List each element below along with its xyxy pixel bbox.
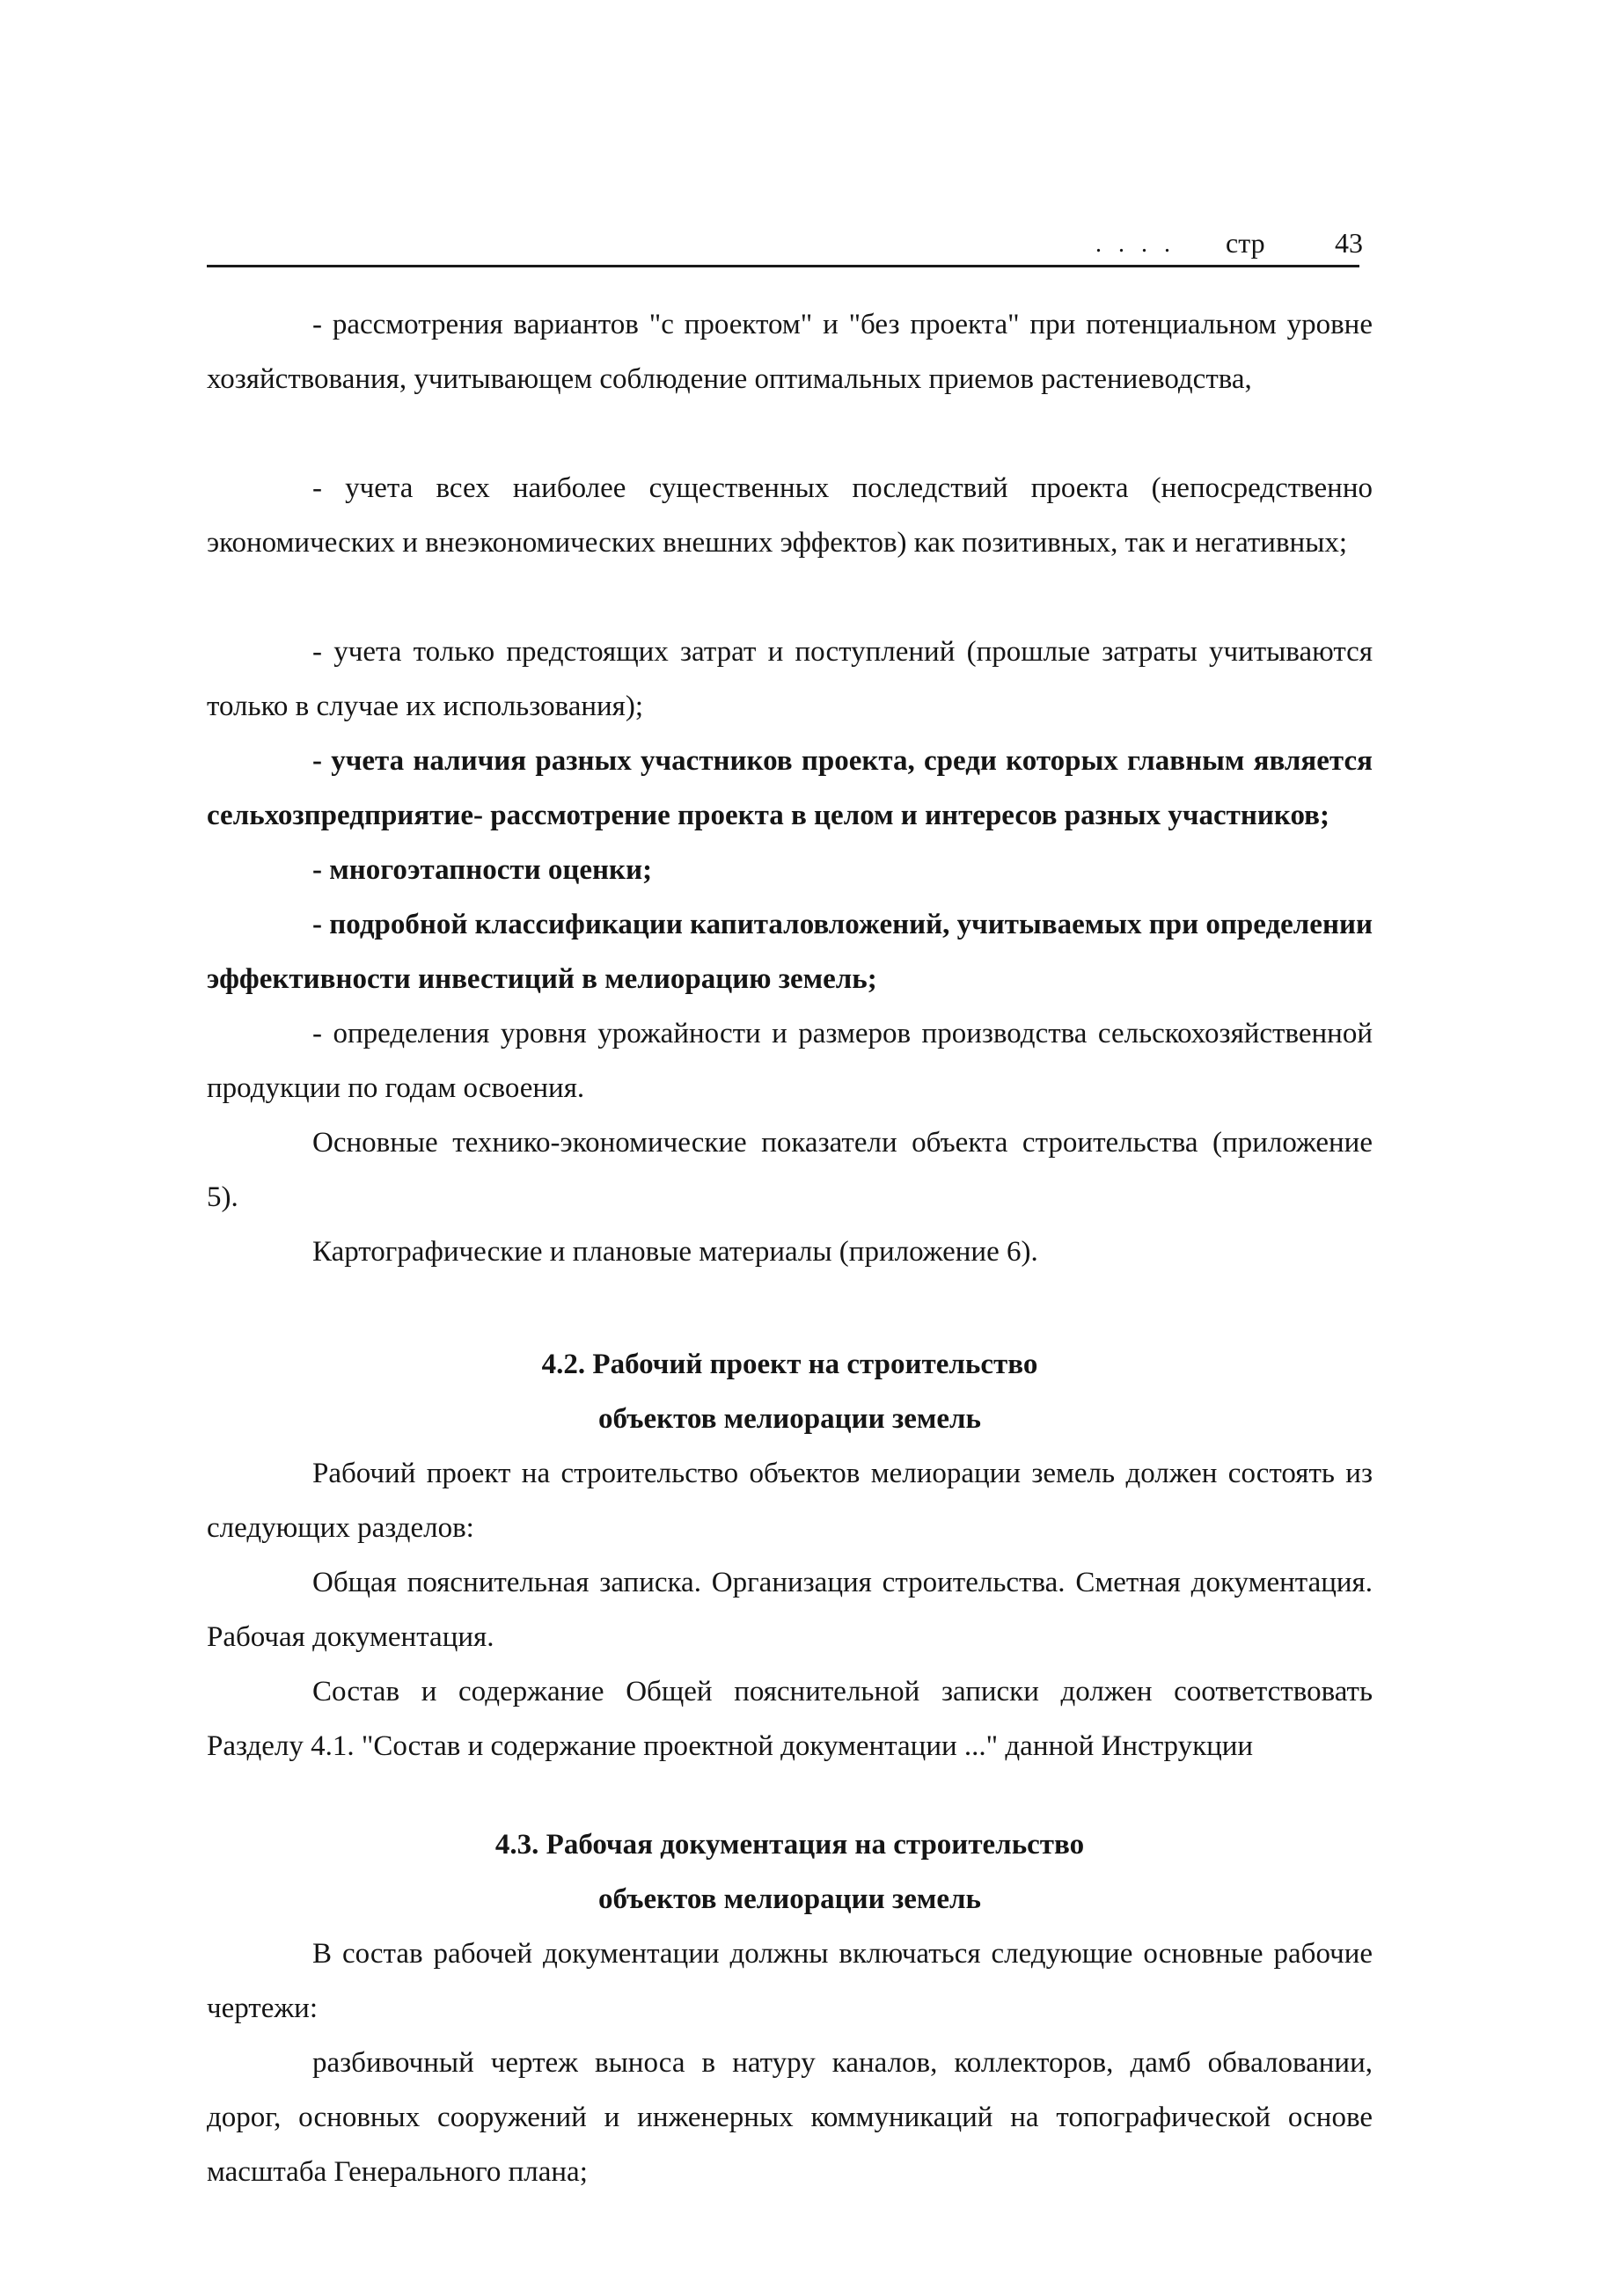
paragraph-12: Состав и содержание Общей пояснительной записки должен соответствовать Разделу 4.1. "Состав и содержание проектной документации ..." данной Инструкции <box>207 1676 1373 1762</box>
page-label: стр <box>1226 227 1265 259</box>
paragraph-3: - учета только предстоящих затрат и поступлений (прошлые затраты учитываются только в случае их использования); <box>207 636 1373 722</box>
paragraph-8: Основные технико-экономические показатели объекта строительства (приложение 5). <box>207 1127 1373 1213</box>
section-4-3-subtitle: объектов мелиорации земель <box>598 1883 981 1915</box>
paragraph-7: - определения уровня урожайности и размеров производства сельскохозяйственной продукции по годам освоения. <box>207 1018 1373 1104</box>
paragraph-10: Рабочий проект на строительство объектов мелиорации земель должен состоять из следующих разделов: <box>207 1458 1373 1544</box>
paragraph-14: разбивочный чертеж выноса в натуру каналов, коллекторов, дамб обваловании, дорог, основных сооружений и инженерных коммуникаций на топографической основе масштаба Генерального плана; <box>207 2047 1373 2188</box>
paragraph-6: - подробной классификации капиталовложений, учитываемых при определении эффективности инвестиций в мелиорацию земель; <box>207 909 1373 995</box>
paragraph-4: - учета наличия разных участников проекта, среди которых главным является сельхозпредприятие- рассмотрение проекта в целом и интересов разных участников; <box>207 745 1373 831</box>
paragraph-2: - учета всех наиболее существенных последствий проекта (непосредственно экономических и внеэкономических внешних эффектов) как позитивных, так и негативных; <box>207 472 1373 559</box>
paragraph-5: - многоэтапности оценки; <box>312 854 653 886</box>
paragraph-13: В состав рабочей документации должны включаться следующие основные рабочие чертежи: <box>207 1938 1373 2024</box>
section-4-3-title: 4.3. Рабочая документация на строительство <box>494 1829 1085 1861</box>
section-4-2-title: 4.2. Рабочий проект на строительство <box>541 1349 1038 1380</box>
section-4-2-subtitle: объектов мелиорации земель <box>598 1403 981 1435</box>
paragraph-1: - рассмотрения вариантов "с проектом" и "без проекта" при потенциальном уровне хозяйствования, учитывающем соблюдение оптимальных приемов растениеводства, <box>207 309 1373 395</box>
page-number: 43 <box>1335 227 1363 259</box>
paragraph-9: Картографические и плановые материалы (приложение 6). <box>312 1236 1038 1268</box>
header-dots: . . . . <box>1095 230 1176 258</box>
paragraph-11: Общая пояснительная записка. Организация строительства. Сметная документация. Рабочая документация. <box>207 1567 1373 1653</box>
header-rule <box>207 265 1359 267</box>
